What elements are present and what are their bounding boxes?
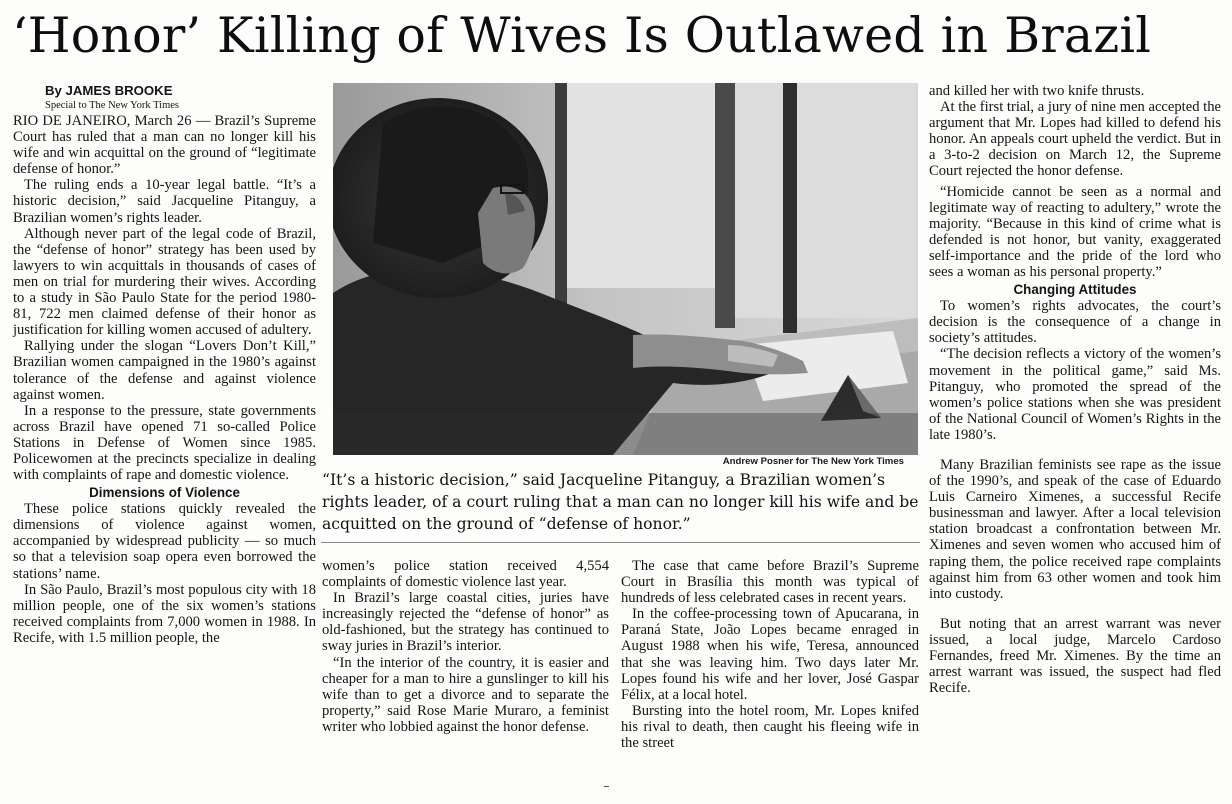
paragraph: At the first trial, a jury of nine men accepted the argument that Mr. Lopes had killed to defend his honor. An appeals court upheld the verdict. But in a 3-to-2 decision on March 12, the Supreme Court rejected the honor defense. xyxy=(929,99,1221,180)
article-photo xyxy=(333,83,918,455)
paragraph: “The decision reflects a victory of the women’s movement in the political game,” said Ms. Pitanguy, who promoted the spread of the women’s police stations when she was president of the National Council of Women’s Rights in the late 1980’s. xyxy=(929,346,1221,443)
caption-divider xyxy=(321,542,920,543)
paragraph: women’s police station received 4,554 complaints of domestic violence last year. xyxy=(322,558,609,591)
photo-credit: Andrew Posner for The New York Times xyxy=(722,456,904,467)
byline-affiliation: Special to The New York Times xyxy=(45,100,179,111)
paragraph: Although never part of the legal code of Brazil, the “defense of honor” strategy has been used by lawyers to win acquittals in thousands of cases of men on trial for murdering their wives. According to a study in São Paulo State for the period 1980-81, 722 men claimed defense of their honor as justification for killing women accused of adultery. xyxy=(13,225,316,339)
subheading-changing-attitudes: Changing Attitudes xyxy=(1013,282,1137,298)
paragraph: In Brazil’s large coastal cities, juries have increasingly rejected the “defense of honor” as old-fashioned, but the strategy has continued to sway juries in Brazil’s interior. xyxy=(322,590,609,655)
paragraph: Bursting into the hotel room, Mr. Lopes knifed his rival to death, then caught his fleeing wife in the street xyxy=(621,702,919,752)
paragraph: In a response to the pressure, state governments across Brazil have opened 71 so-called Police Stations in Defense of Women since 1985. Policewomen at the precincts specialize in dealing with complaints of rape and domestic violence. xyxy=(13,402,316,484)
page-mark xyxy=(604,786,609,787)
article-column-3 xyxy=(621,558,919,751)
paragraph: RIO DE JANEIRO, March 26 — Brazil’s Supreme Court has ruled that a man can no longer kill his wife and win acquittal on the ground of “legitimate defense of honor.” xyxy=(13,113,316,178)
paragraph: “Homicide cannot be seen as a normal and legitimate way of reacting to adultery,” wrote the majority. “Because in this kind of crime what is defended is not honor, but vanity, exaggerated self-importance and the pride of the lord who sees a woman as his personal property.” xyxy=(929,183,1221,281)
subheading-dimensions-of-violence: Dimensions of Violence xyxy=(89,485,240,501)
article-column-2 xyxy=(322,558,609,735)
paragraph: and killed her with two knife thrusts. xyxy=(929,83,1145,99)
paragraph: To women’s rights advocates, the court’s decision is the consequence of a change in society’s attitudes. xyxy=(929,298,1221,347)
headline: ‘Honor’ Killing of Wives Is Outlawed in Brazil xyxy=(12,7,1152,64)
photo-caption: “It’s a historic decision,” said Jacqueline Pitanguy, a Brazilian women’s rights leader, of a court ruling that a man can no longer kill his wife and be acquitted on the ground of “defense of honor.” xyxy=(322,471,919,533)
paragraph: These police stations quickly revealed the dimensions of violence against women, accompanied by widespread publicity — so much so that a television soap opera even borrowed the stations’ name. xyxy=(13,501,316,582)
paragraph: The ruling ends a 10-year legal battle. “It’s a historic decision,” said Jacqueline Pitanguy, a Brazilian women’s rights leader. xyxy=(13,177,316,226)
paragraph: Many Brazilian feminists see rape as the issue of the 1990’s, and speak of the case of Eduardo Luis Carneiro Ximenes, a successful Recife businessman and lawyer. After a local television station broadcast a confrontation between Mr. Ximenes and seven women who accused him of raping them, the police received rape complaints against him from 63 other women and took him into custody. xyxy=(929,456,1221,602)
paragraph: In the coffee-processing town of Apucarana, in Paraná State, João Lopes became enraged in August 1988 when his wife, Teresa, announced that she was leaving him. Two days later Mr. Lopes found his wife and her lover, José Gaspar Félix, at a local hotel. xyxy=(621,606,919,703)
paragraph: The case that came before Brazil’s Supreme Court in Brasília this month was typical of hundreds of less celebrated cases in recent years. xyxy=(621,558,919,607)
paragraph: “In the interior of the country, it is easier and cheaper for a man to hire a gunslinger to kill his wife than to get a divorce and to separate the property,” said Rose Marie Muraro, a feminist writer who lobbied against the honor defense. xyxy=(322,654,609,735)
byline: By JAMES BROOKE xyxy=(45,83,173,98)
article-column-4 xyxy=(929,83,1221,696)
paragraph: But noting that an arrest warrant was never issued, a local judge, Marcelo Cardoso Fernandes, freed Mr. Ximenes. By the time an arrest warrant was issued, the suspect had fled Recife. xyxy=(929,615,1221,697)
paragraph: In São Paulo, Brazil’s most populous city with 18 million people, one of the six women’s stations received complaints from 7,000 women in 1988. In Recife, with 1.5 million people, the xyxy=(13,581,316,646)
article-column-1 xyxy=(13,83,316,646)
paragraph: Rallying under the slogan “Lovers Don’t Kill,” Brazilian women campaigned in the 1980’s against tolerance of the defense and against violence against women. xyxy=(13,338,316,403)
